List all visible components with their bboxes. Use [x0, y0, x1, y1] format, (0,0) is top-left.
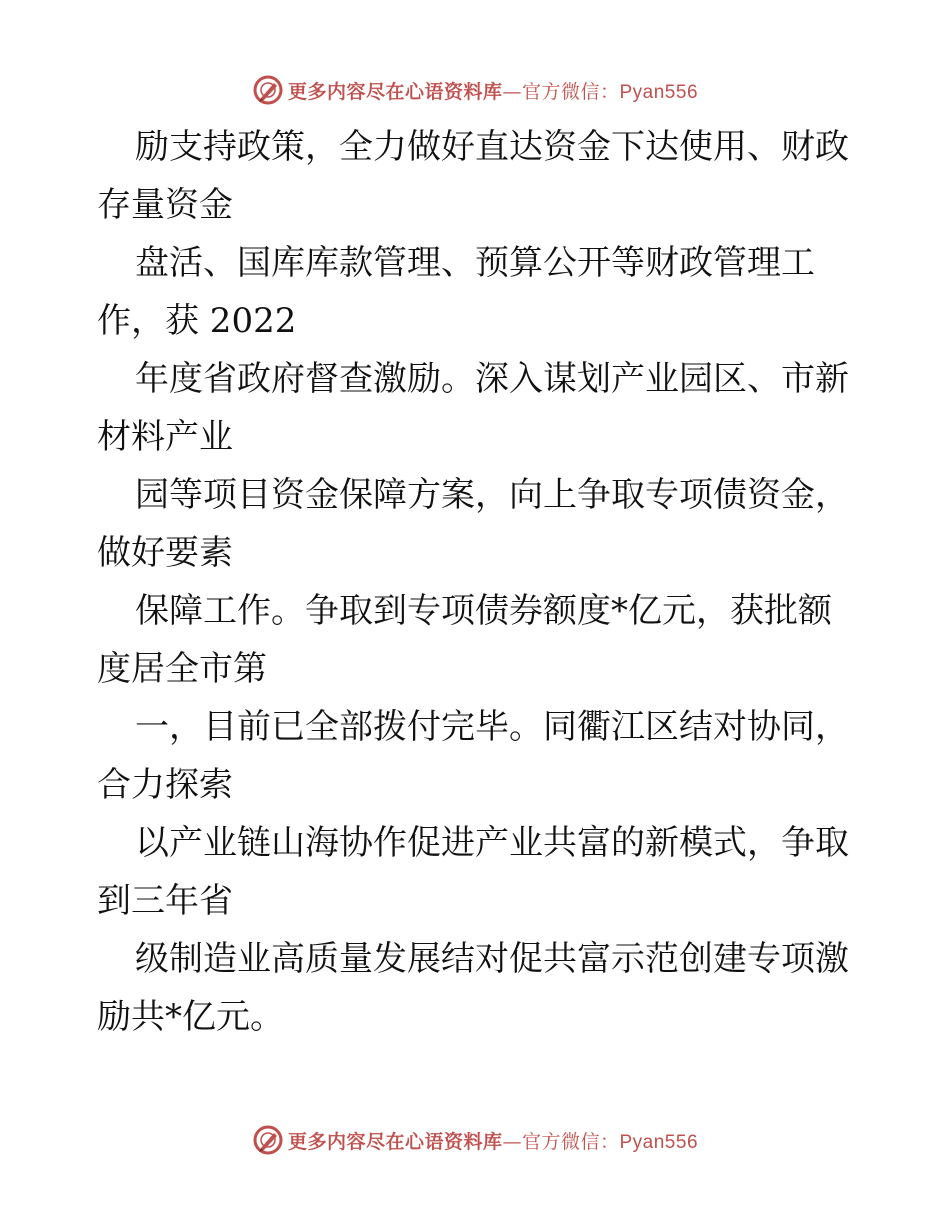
text-line: 作，获 2022	[97, 301, 297, 341]
text-line: 做好要素	[97, 533, 233, 573]
banner-text: 更多内容尽在心语资料库—官方微信：Pyan556	[287, 80, 699, 103]
text-line: 度居全市第	[97, 649, 267, 689]
text-line: 保障工作。争取到专项债券额度*亿元，获批额	[135, 591, 832, 631]
text-line: 励支持政策，全力做好直达资金下达使用、财政	[135, 127, 849, 167]
text-line: 励共*亿元。	[97, 997, 284, 1037]
pen-logo-icon	[252, 74, 284, 106]
header-banner	[0, 70, 950, 110]
text-line: 材料产业	[97, 417, 233, 457]
text-line: 级制造业高质量发展结对促共富示范创建专项激	[135, 939, 849, 979]
text-line: 到三年省	[97, 881, 233, 921]
document-body	[97, 118, 867, 1046]
text-line: 以产业链山海协作促进产业共富的新模式，争取	[135, 823, 849, 863]
pen-logo-icon	[252, 1124, 284, 1156]
text-line: 园等项目资金保障方案，向上争取专项债资金，	[135, 475, 849, 515]
text-line: 一，目前已全部拨付完毕。同衢江区结对协同，	[135, 707, 849, 747]
banner-text: 更多内容尽在心语资料库—官方微信：Pyan556	[287, 1130, 699, 1153]
text-line: 合力探索	[97, 765, 233, 805]
footer-banner	[0, 1120, 950, 1160]
text-line: 年度省政府督查激励。深入谋划产业园区、市新	[135, 359, 849, 399]
text-line: 存量资金	[97, 185, 233, 225]
text-line: 盘活、国库库款管理、预算公开等财政管理工	[135, 243, 815, 283]
